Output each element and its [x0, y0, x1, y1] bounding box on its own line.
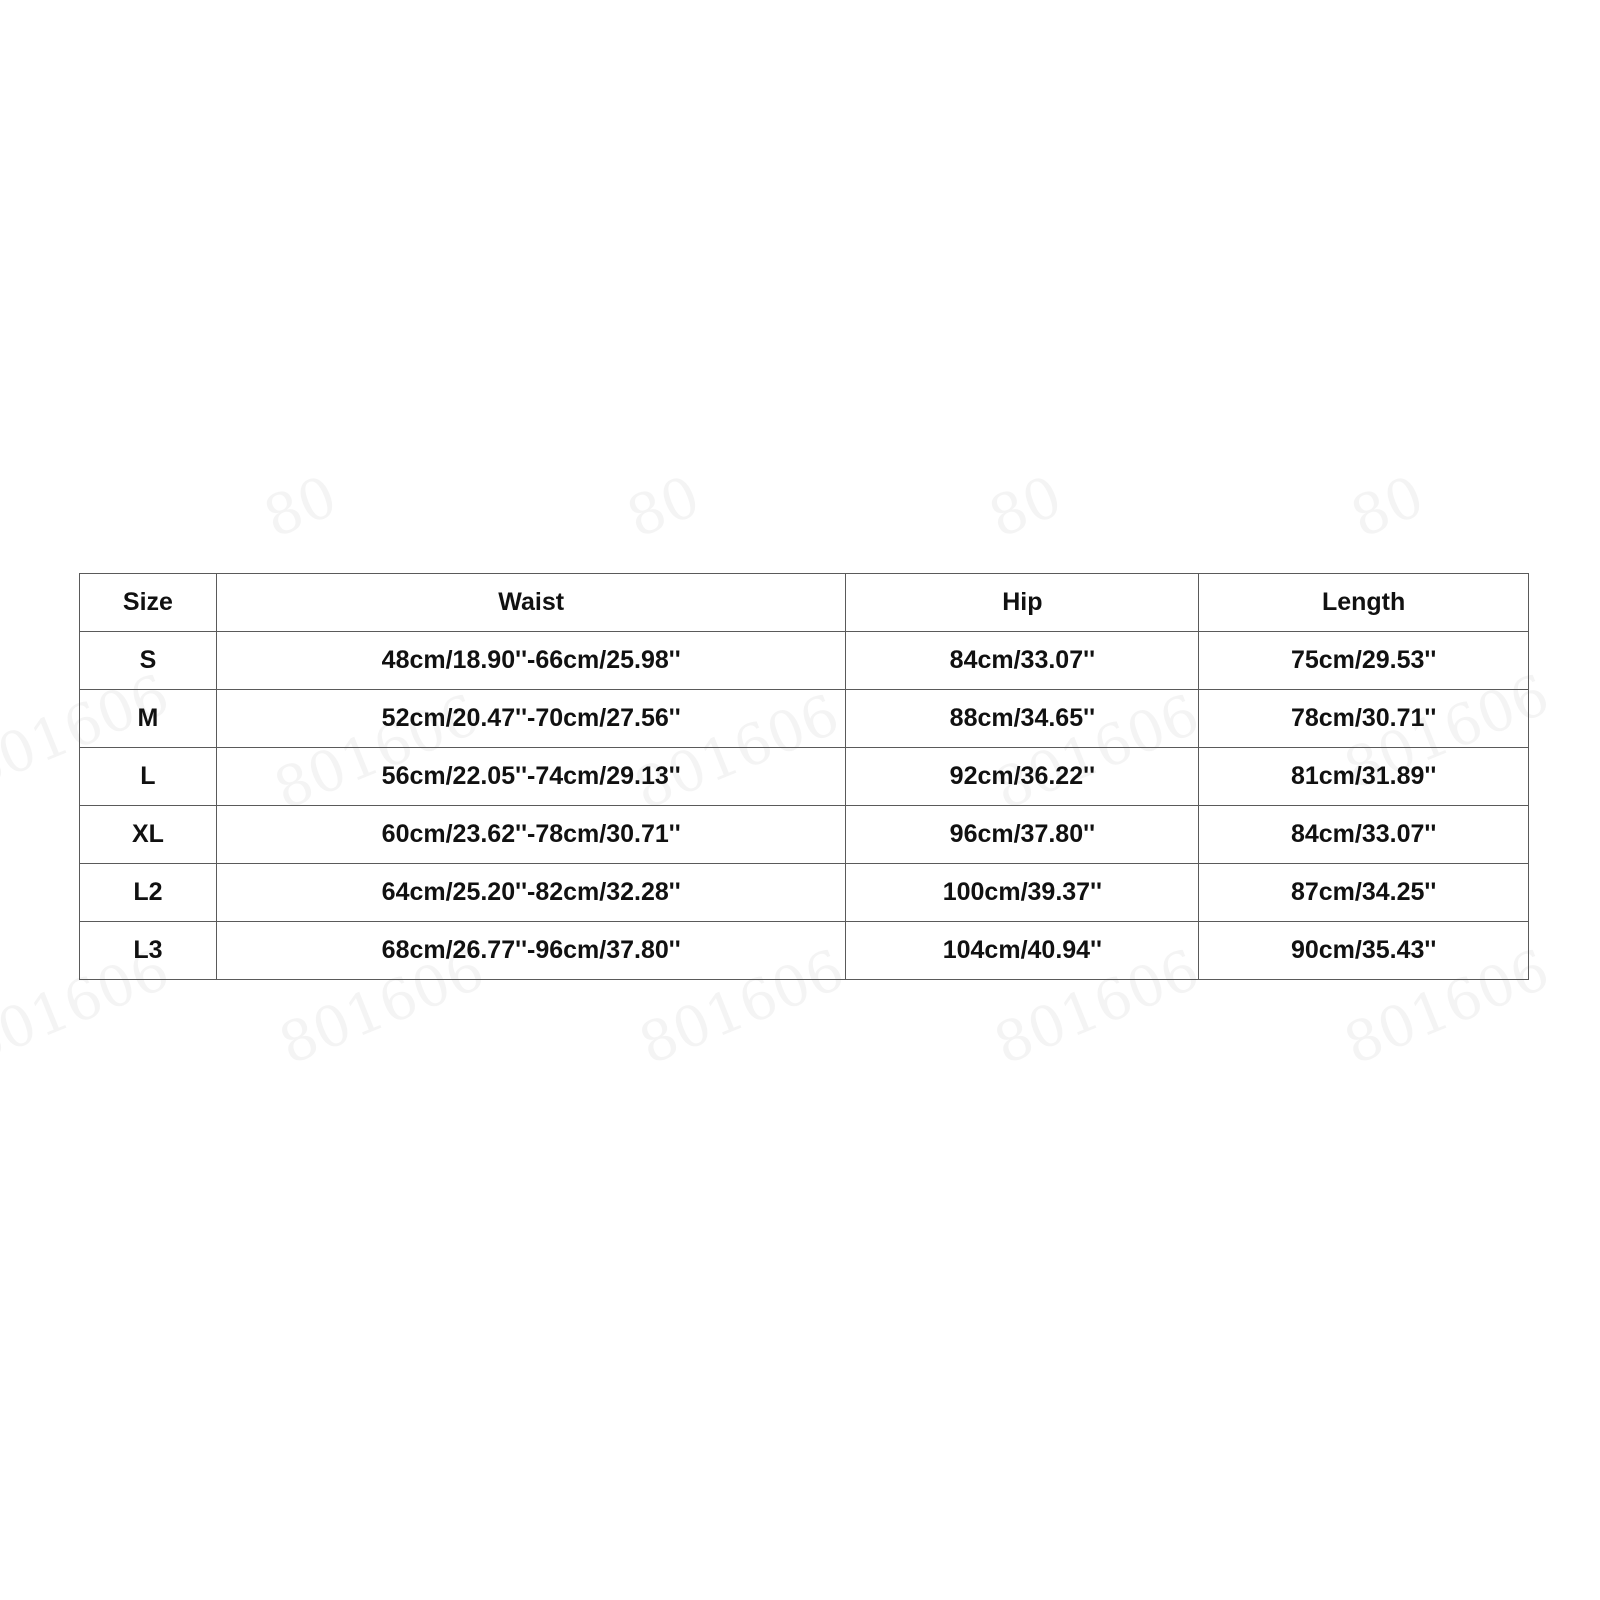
header-size: Size: [80, 574, 217, 632]
table-row: [80, 690, 1529, 748]
cell-length: 81cm/31.89'': [1199, 748, 1529, 806]
table-header-row: [80, 574, 1529, 632]
watermark-fragment: [980, 464, 1070, 551]
table-row: [80, 922, 1529, 980]
size-table: [79, 573, 1529, 980]
cell-length: 84cm/33.07'': [1199, 806, 1529, 864]
cell-length: 78cm/30.71'': [1199, 690, 1529, 748]
cell-size: L3: [80, 922, 217, 980]
cell-waist: 60cm/23.62''-78cm/30.71'': [216, 806, 846, 864]
cell-length: 87cm/34.25'': [1199, 864, 1529, 922]
cell-size: M: [80, 690, 217, 748]
watermark-fragment: [255, 464, 345, 551]
cell-size: S: [80, 632, 217, 690]
watermark-fragment: [1342, 464, 1432, 551]
cell-waist: 68cm/26.77''-96cm/37.80'': [216, 922, 846, 980]
cell-size: L: [80, 748, 217, 806]
header-hip: Hip: [846, 574, 1199, 632]
cell-hip: 92cm/36.22'': [846, 748, 1199, 806]
cell-waist: 56cm/22.05''-74cm/29.13'': [216, 748, 846, 806]
cell-waist: 52cm/20.47''-70cm/27.56'': [216, 690, 846, 748]
cell-size: L2: [80, 864, 217, 922]
cell-length: 75cm/29.53'': [1199, 632, 1529, 690]
cell-hip: 104cm/40.94'': [846, 922, 1199, 980]
cell-length: 90cm/35.43'': [1199, 922, 1529, 980]
table-row: [80, 806, 1529, 864]
watermark-fragment: [618, 464, 708, 551]
cell-waist: 48cm/18.90''-66cm/25.98'': [216, 632, 846, 690]
table-row: [80, 632, 1529, 690]
table-row: [80, 748, 1529, 806]
cell-size: XL: [80, 806, 217, 864]
header-waist: Waist: [216, 574, 846, 632]
cell-hip: 84cm/33.07'': [846, 632, 1199, 690]
cell-hip: 96cm/37.80'': [846, 806, 1199, 864]
cell-hip: 88cm/34.65'': [846, 690, 1199, 748]
cell-waist: 64cm/25.20''-82cm/32.28'': [216, 864, 846, 922]
header-length: Length: [1199, 574, 1529, 632]
cell-hip: 100cm/39.37'': [846, 864, 1199, 922]
table-row: [80, 864, 1529, 922]
